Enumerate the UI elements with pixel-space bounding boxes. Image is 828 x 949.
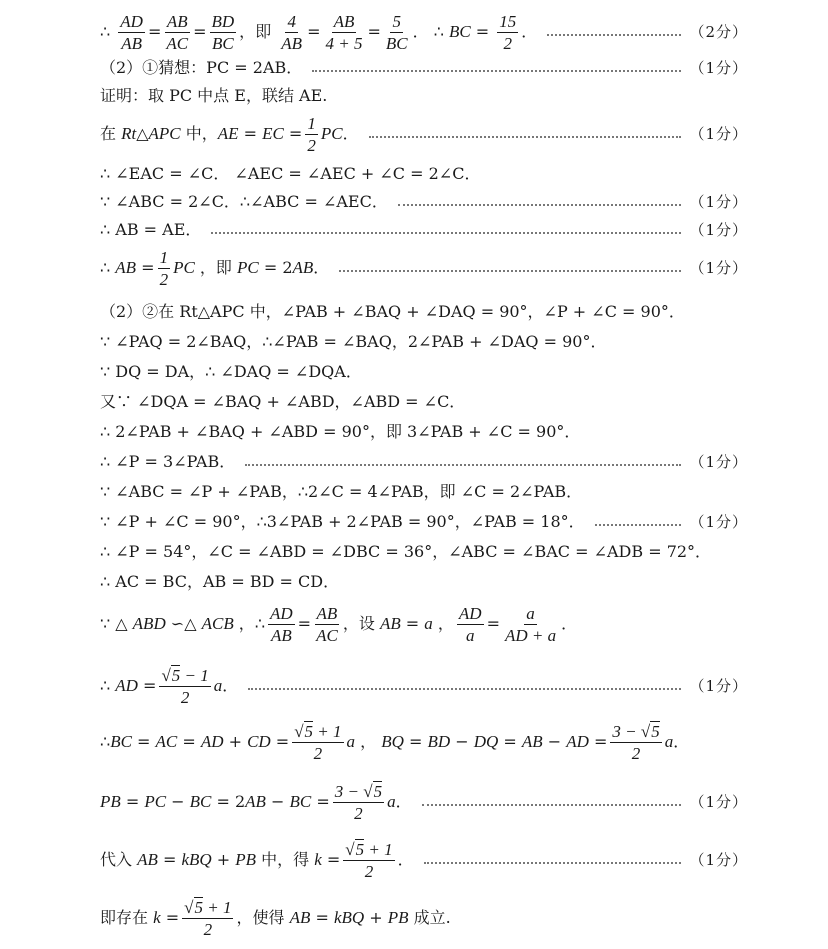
fraction: 15 2 bbox=[499, 11, 517, 53]
fraction: 1 2 bbox=[307, 113, 316, 155]
therefore-symbol: ∴ bbox=[100, 258, 111, 277]
dot-leader bbox=[595, 524, 682, 526]
line-7 bbox=[100, 220, 748, 240]
fraction: √5 − 1 2 bbox=[161, 666, 209, 707]
fraction: AD a bbox=[458, 603, 482, 645]
line-9 bbox=[100, 302, 748, 322]
score-label: （1分） bbox=[689, 193, 748, 211]
fraction: 3 − √5 2 bbox=[612, 722, 660, 763]
line-10 bbox=[100, 332, 748, 352]
fraction: 4 AB bbox=[281, 11, 303, 53]
fraction: 3 − √5 2 bbox=[334, 782, 383, 823]
line-1: ∴ AD AB = AB AC = BD BC ， 即 4 AB = AB 4 + 5 = 5 BC ． ∴ BC = 15 2 ． （2分） bbox=[100, 11, 748, 53]
line-text: 在 bbox=[100, 124, 117, 143]
fraction: AB AC bbox=[316, 603, 338, 645]
therefore-symbol: ∴ bbox=[100, 22, 111, 41]
line-text: 中， bbox=[185, 124, 218, 143]
line-text: 证明：取 PC 中点 E，联结 AE. bbox=[100, 86, 328, 105]
score-label: （1分） bbox=[689, 513, 748, 531]
fraction: a AD + a bbox=[504, 603, 557, 645]
line-text: 即存在 bbox=[100, 908, 149, 927]
line-text: ∴ 2∠PAB + ∠BAQ + ∠ABD = 90°，即 3∠PAB + ∠C = 90°． bbox=[100, 422, 581, 441]
fraction: √5 + 1 2 bbox=[294, 722, 342, 763]
dot-leader bbox=[422, 804, 682, 806]
line-text: ∵ ∠ABC = 2∠C．∴∠ABC = ∠AEC． bbox=[100, 192, 388, 211]
line-21: ∴ BC = AC = AD + CD = √5 + 1 2 a ， BQ = BD − DQ = AB − AD = 3 − √5 2 a ． bbox=[100, 722, 690, 763]
line-15 bbox=[100, 482, 748, 502]
line-13 bbox=[100, 422, 748, 442]
line-2 bbox=[100, 58, 748, 78]
line-text: 得 bbox=[293, 850, 310, 869]
score-label: （1分） bbox=[689, 453, 748, 471]
line-text: （2）②在 Rt△APC 中，∠PAB + ∠BAQ + ∠DAQ = 90°，∠P + ∠C = 90°． bbox=[100, 302, 685, 321]
ji-text: 即 bbox=[215, 258, 232, 277]
line-8: ∴ AB = 1 2 PC ， 即 PC = 2 AB ． （1分） bbox=[100, 247, 748, 289]
because-symbol: ∵ bbox=[100, 614, 111, 633]
fraction: 5 BC bbox=[385, 11, 408, 53]
line-text: ∴ AB = AE． bbox=[100, 220, 202, 239]
line-18 bbox=[100, 572, 748, 592]
score-label: （1分） bbox=[689, 677, 748, 695]
line-text: （2）①猜想：PC = 2AB． bbox=[100, 58, 303, 77]
line-17 bbox=[100, 542, 748, 562]
line-text: ∴ ∠P = 3∠PAB． bbox=[100, 452, 236, 471]
therefore-symbol: ∴ bbox=[100, 676, 111, 695]
score-label: （1分） bbox=[689, 125, 748, 143]
dot-leader bbox=[547, 34, 681, 36]
line-22: PB = PC − BC = 2 AB − BC = 3 − √5 2 a ． （1分） bbox=[100, 782, 748, 823]
therefore-symbol: ∴ bbox=[433, 22, 444, 41]
dot-leader bbox=[245, 464, 681, 466]
line-text: 代入 bbox=[100, 850, 133, 869]
dot-leader bbox=[312, 70, 681, 72]
fraction: √5 + 1 2 bbox=[345, 840, 393, 881]
dot-leader bbox=[248, 688, 681, 690]
fraction: BD BC bbox=[211, 11, 235, 53]
score-label: （2分） bbox=[689, 23, 748, 41]
dot-leader bbox=[424, 862, 682, 864]
line-text: ∵ ∠P + ∠C = 90°，∴3∠PAB + 2∠PAB = 90°，∠PAB = 18°． bbox=[100, 512, 585, 531]
line-4: 在 Rt △ APC 中， AE = EC = 1 2 PC ． （1分） bbox=[100, 113, 748, 155]
line-text: ∵ ∠PAQ = 2∠BAQ，∴∠PAB = ∠BAQ，2∠PAB + ∠DAQ = 90°． bbox=[100, 332, 607, 351]
therefore-symbol: ∴ bbox=[254, 614, 265, 633]
line-text: 又∵ ∠DQA = ∠BAQ + ∠ABD，∠ABD = ∠C． bbox=[100, 392, 466, 411]
line-16 bbox=[100, 512, 748, 532]
fraction: 1 2 bbox=[159, 247, 169, 289]
line-19: ∵ △ ABD ∽△ ACB ， ∴ AD AB = AB AC ， 设 AB = a ， AD a = a AD + a ． bbox=[100, 603, 578, 645]
score-label: （1分） bbox=[689, 793, 748, 811]
line-5 bbox=[100, 164, 748, 184]
line-text: ∵ DQ = DA，∴ ∠DAQ = ∠DQA． bbox=[100, 362, 362, 381]
line-20: ∴ AD = √5 − 1 2 a ． （1分） bbox=[100, 666, 748, 707]
fraction: √5 + 1 2 bbox=[184, 898, 232, 939]
line-text: ∴ ∠EAC = ∠C． ∠AEC = ∠AEC + ∠C = 2∠C． bbox=[100, 164, 481, 183]
score-label: （1分） bbox=[689, 259, 748, 277]
line-6 bbox=[100, 192, 748, 212]
fraction: AB 4 + 5 bbox=[325, 11, 363, 53]
dot-leader bbox=[211, 232, 681, 234]
line-text: ∵ ∠ABC = ∠P + ∠PAB，∴2∠C = 4∠PAB，即 ∠C = 2∠PAB． bbox=[100, 482, 583, 501]
line-23: 代入 AB = kBQ + PB 中， 得 k = √5 + 1 2 ． （1分） bbox=[100, 840, 748, 881]
ji-text: 即 bbox=[255, 22, 272, 41]
fraction: AD AB bbox=[120, 11, 143, 53]
dot-leader bbox=[369, 136, 682, 138]
score-label: （1分） bbox=[689, 59, 748, 77]
line-text: ∴ ∠P = 54°，∠C = ∠ABD = ∠DBC = 36°，∠ABC = ∠BAC = ∠ADB = 72°． bbox=[100, 542, 712, 561]
score-label: （1分） bbox=[689, 221, 748, 239]
line-3 bbox=[100, 86, 748, 106]
line-24: 即存在 k = √5 + 1 2 ， 使得 AB = kBQ + PB 成立. bbox=[100, 898, 451, 939]
line-text: 成立. bbox=[413, 908, 451, 927]
line-text: 设 bbox=[358, 614, 375, 633]
therefore-symbol: ∴ bbox=[100, 732, 111, 751]
score-label: （1分） bbox=[689, 851, 748, 869]
fraction: AD AB bbox=[270, 603, 293, 645]
dot-leader bbox=[339, 270, 681, 272]
line-11 bbox=[100, 362, 748, 382]
line-12 bbox=[100, 392, 748, 412]
line-text: ∴ AC = BC，AB = BD = CD． bbox=[100, 572, 340, 591]
line-text: 使得 bbox=[252, 908, 285, 927]
dot-leader bbox=[398, 204, 682, 206]
line-14 bbox=[100, 452, 748, 472]
fraction: AB AC bbox=[166, 11, 189, 53]
